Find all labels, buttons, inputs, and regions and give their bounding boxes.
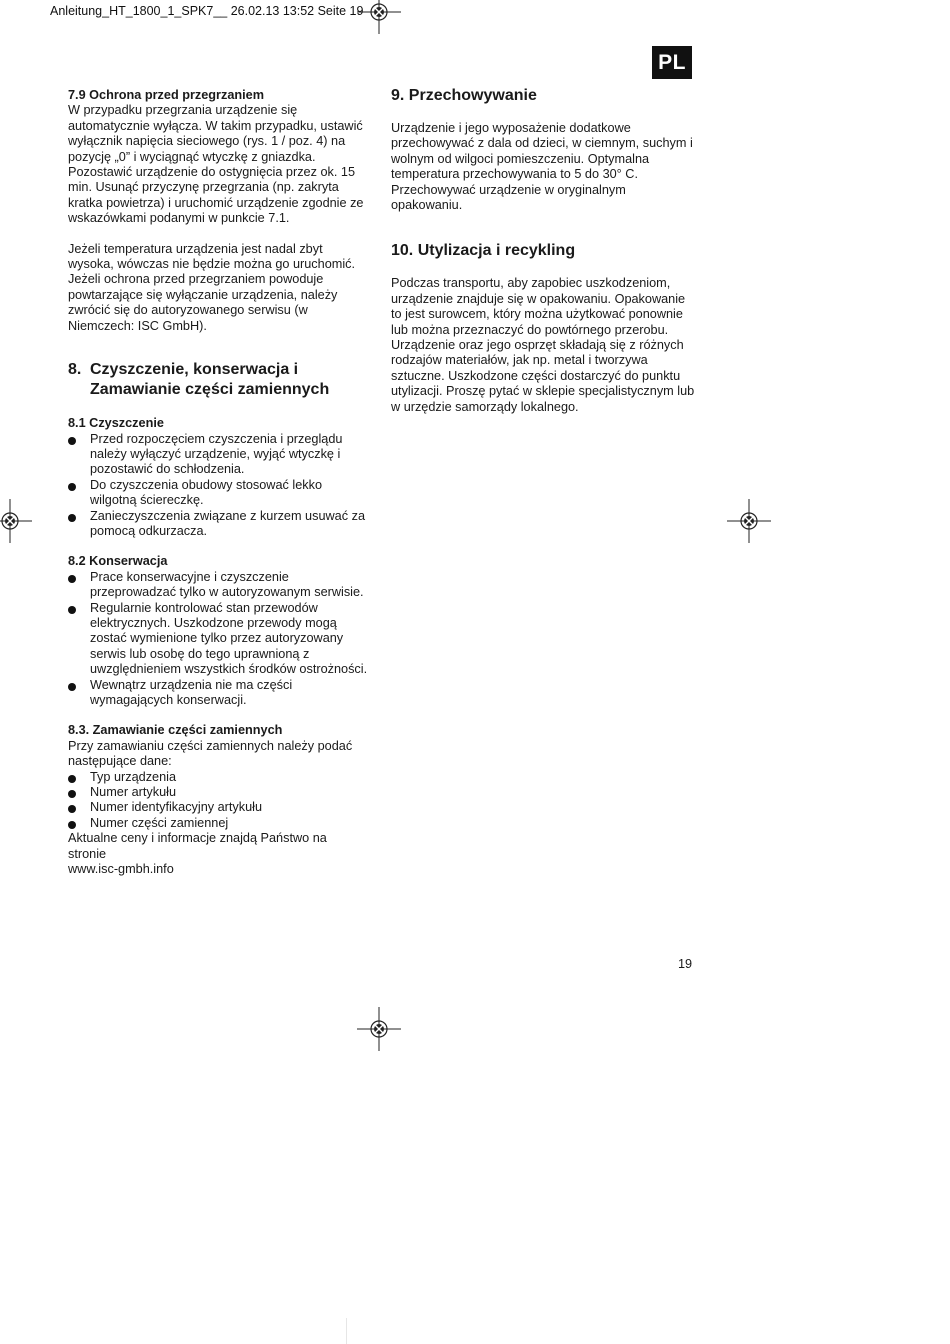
bullet-icon (68, 575, 76, 583)
text-line: Numer identyfikacyjny artykułu (90, 800, 263, 815)
text-line: rodzajów materiałów, jak np. metal i tworzywa (391, 353, 648, 368)
text-line: utylizacji. Proszę pytać w sklepie specjalistycznym lub (391, 384, 695, 399)
text-line: wyłącznik napięcia sieciowego (rys. 1 / poz. 4) na (68, 134, 346, 149)
text-line: serwis lub osobę do tego uprawnioną z (90, 646, 310, 661)
section-7-9-heading: 7.9 Ochrona przed przegrzaniem (68, 88, 265, 102)
list-item (68, 478, 368, 509)
text-line: należy wyłączyć urządzenie, wyjąć wtyczkę i (90, 446, 341, 461)
text-line: Urządzenie i jego wyposażenie dodatkowe (391, 121, 631, 135)
text-line: wilgotną ściereczkę. (90, 493, 204, 508)
text-line: zwrócić się do autoryzowanego serwisu (w (68, 303, 308, 318)
language-badge: PL (652, 46, 692, 79)
text-line: wysoka, wówczas nie będzie można go uruchomić. (68, 257, 356, 272)
section-8-title-line: Zamawianie części zamiennych (90, 381, 330, 399)
text-line: Jeżeli ochrona przed przegrzaniem powoduje (68, 272, 324, 287)
maintenance-list (68, 570, 368, 709)
text-line: Przechowywać urządzenie w oryginalnym (391, 182, 626, 197)
text-line: następujące dane: (68, 754, 172, 769)
text-line: uwzględnieniem wszystkich środków ostrożności. (90, 662, 368, 677)
text-line: Niemczech: ISC GmbH). (68, 318, 207, 333)
bullet-icon (68, 805, 76, 813)
registration-mark-left-icon (0, 499, 32, 543)
section-10-paragraph (391, 276, 696, 415)
text-line: pomocą odkurzacza. (90, 523, 208, 538)
text-line: wskazówkami podanymi w punkcie 7.1. (68, 211, 290, 226)
text-line: min. Usunąć przyczynę przegrzania (np. zakryta (68, 180, 339, 195)
section-8-3-intro (68, 739, 368, 770)
text-line: Zanieczyszczenia związane z kurzem usuwać za (90, 508, 366, 523)
list-item (68, 432, 368, 478)
bullet-icon (68, 437, 76, 445)
text-line: Jeżeli temperatura urządzenia jest nadal zbyt (68, 241, 323, 256)
text-line: Numer części zamiennej (90, 815, 229, 830)
bullet-icon (68, 790, 76, 798)
section-8-number: 8. (68, 361, 82, 379)
registration-mark-top-icon (357, 0, 401, 34)
text-line: powtarzające się wyłączanie urządzenia, należy (68, 287, 338, 302)
text-line: Do czyszczenia obudowy stosować lekko (90, 477, 323, 492)
registration-mark-bottom-icon (357, 1007, 401, 1051)
text-line: przechowywać z dala od dzieci, w ciemnym, suchym i (391, 136, 693, 151)
section-8-2-heading: 8.2 Konserwacja (68, 554, 168, 569)
text-line: urządzenie znajduje się w opakowaniu. Opakowanie (391, 291, 686, 306)
section-8-3-heading: 8.3. Zamawianie części zamiennych (68, 723, 283, 738)
text-line: Urządzenie oraz jego osprzęt składają się z różnych (391, 338, 684, 353)
text-line: zostać wymienione tylko przez autoryzowany (90, 631, 344, 646)
text-line: sztuczne. Uszkodzone części dostarczyć do punktu (391, 368, 681, 383)
section-8-3-outro (68, 831, 368, 877)
text-line: kratka powietrza) i uruchomić urządzenie zgodnie ze (68, 195, 364, 210)
section-9-paragraph (391, 121, 696, 213)
bullet-icon (68, 514, 76, 522)
list-item (68, 785, 368, 800)
text-line: Regularnie kontrolować stan przewodów (90, 600, 318, 615)
text-line: Prace konserwacyjne i czyszczenie (90, 569, 289, 584)
section-10-heading: 10. Utylizacja i recykling (391, 242, 576, 260)
order-data-list (68, 770, 368, 832)
right-column (391, 86, 696, 415)
text-line: Podczas transportu, aby zapobiec uszkodzeniom, (391, 276, 671, 291)
text-line: automatycznie wyłącza. W takim przypadku, ustawić (68, 118, 363, 133)
text-line: Pozostawić urządzenie do ostygnięcia przez ok. 15 (68, 165, 356, 180)
text-line: pozostawić do schłodzenia. (90, 462, 245, 477)
text-line: Typ urządzenia (90, 769, 177, 784)
bullet-icon (68, 606, 76, 614)
text-line: w urzędzie samorządy lokalnego. (391, 399, 579, 414)
print-slug: Anleitung_HT_1800_1_SPK7__ 26.02.13 13:52 Seite 19 (50, 4, 364, 18)
text-line: temperatura przechowywania to 5 do 30° C. (391, 167, 638, 182)
page-number: 19 (678, 957, 693, 971)
list-item (68, 816, 368, 831)
text-line: Przy zamawianiu części zamiennych należy podać (68, 738, 353, 753)
bullet-icon (68, 683, 76, 691)
text-line: Wewnątrz urządzenia nie ma części (90, 677, 293, 692)
list-item (68, 509, 368, 540)
registration-mark-right-icon (727, 499, 771, 543)
list-item (68, 601, 368, 678)
cleaning-list (68, 432, 368, 540)
text-line: Numer artykułu (90, 785, 177, 800)
text-line: przeprowadzać tylko w autoryzowanym serwisie. (90, 585, 364, 600)
section-8-1-heading: 8.1 Czyszczenie (68, 416, 164, 431)
bullet-icon (68, 821, 76, 829)
text-line: opakowaniu. (391, 198, 463, 213)
section-7-9-paragraph-2 (68, 242, 368, 334)
text-line: wolnym od wilgoci pomieszczeniu. Optymalna (391, 151, 650, 166)
bullet-icon (68, 775, 76, 783)
text-line: to jest surowcem, który można użytkować ponownie (391, 307, 683, 322)
section-8-title-line: Czyszczenie, konserwacja i (90, 361, 299, 379)
list-item (68, 800, 368, 815)
left-column (68, 88, 368, 877)
section-7-9-paragraph-1 (68, 103, 368, 226)
section-8-heading (68, 360, 368, 400)
section-9-heading: 9. Przechowywanie (391, 87, 537, 104)
text-line: Przed rozpoczęciem czyszczenia i przeglądu (90, 431, 343, 446)
text-line: elektrycznych. Uszkodzone przewody mogą (90, 615, 337, 630)
text-line: pozycję „0” i wyciągnąć wtyczkę z gniazdka. (68, 149, 316, 164)
text-line: W przypadku przegrzania urządzenie się (68, 103, 298, 118)
text-line: Aktualne ceny i informacje znajdą Państwo na stronie (68, 831, 327, 861)
gutter-divider (346, 1318, 347, 1344)
list-item (68, 678, 368, 709)
list-item (68, 570, 368, 601)
bullet-icon (68, 483, 76, 491)
text-line: wymagających konserwacji. (90, 693, 247, 707)
list-item (68, 770, 368, 785)
text-line: lub można przeznaczyć do powtórnego przerobu. (391, 322, 669, 337)
website-link: www.isc-gmbh.info (68, 862, 174, 877)
